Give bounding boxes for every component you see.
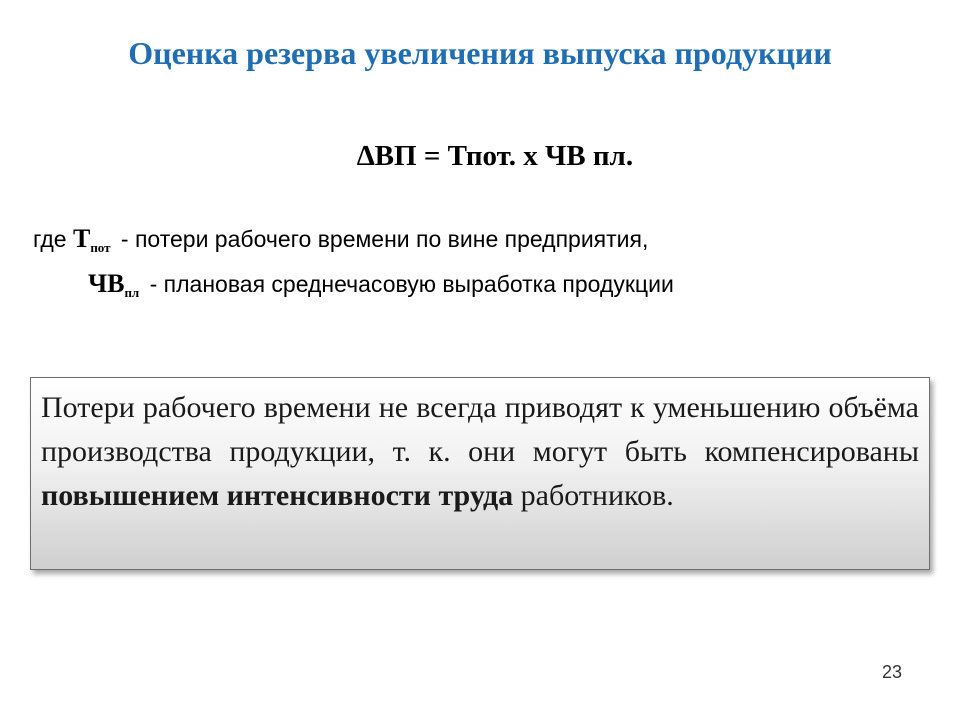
note-text-part-2: работников. [513, 479, 674, 512]
definition-prefix: где [33, 226, 67, 252]
definition-symbol: Т [72, 224, 91, 253]
slide-title: Оценка резерва увеличения выпуска продукции [128, 35, 832, 71]
formula: ∆ВП = Тпот. х ЧВ пл. [356, 140, 634, 172]
note-text [41, 386, 919, 518]
definition-line-2 [88, 269, 674, 303]
definition-text: - плановая среднечасовую выработка продукции [149, 271, 674, 297]
page-number: 23 [881, 662, 902, 682]
note-text-part-1: Потери рабочего времени не всегда приводят к уменьшению объёма производства продукции, т. к. они могут быть компенсированы [41, 391, 919, 468]
definition-subscript: пл [124, 285, 140, 300]
definition-line-1 [33, 224, 648, 258]
definition-text: - потери рабочего времени по вине предприятия, [120, 226, 649, 252]
definition-symbol: ЧВ [88, 269, 125, 298]
definition-subscript: пот [90, 240, 111, 255]
note-box [30, 377, 930, 570]
note-text-bold: повышением интенсивности труда [41, 479, 514, 512]
